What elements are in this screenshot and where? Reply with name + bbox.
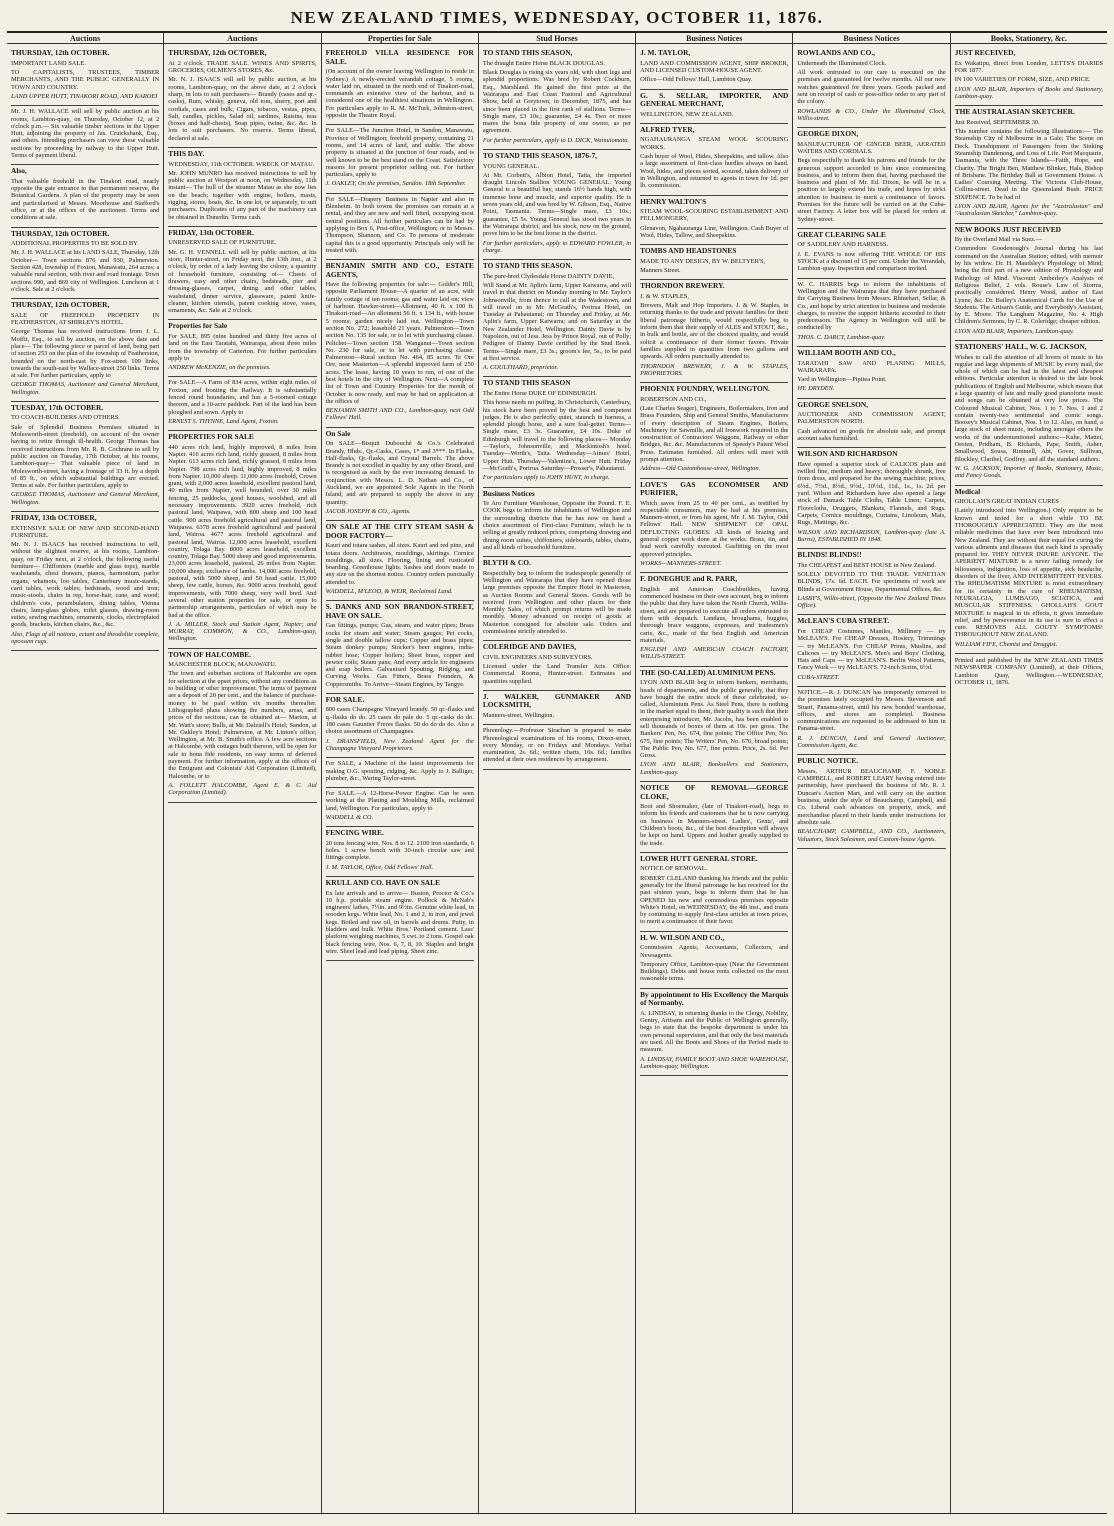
ad-body: ROBERT CLELAND thanking his friends and the public generally for the liberal patronage he has received for the past sixteen years, begs to inform them that he has OPENED his new and commodious premises opposite White's Hotel, on WEDNESDAY, the 4th inst., and trusts by continuing to supply first-class articles at town prices, to merit a continuance of their favor.	[640, 874, 789, 926]
ad-title: GEORGE DIXON,	[797, 129, 859, 139]
ad-title: THIS DAY.	[168, 149, 205, 159]
ad-signature: R. J. DUNCAN, Land and General Auctioneer, Commission Agent, &c.	[797, 734, 946, 750]
ad-body: For SALE—The Junction Hotel, in Sandon, Manawatu, Province of Wellington; freehold property, containing 21 rooms, and 14 acres of land, and stable. The above property is situated at the junction of four roads, and is well known to be the best stand on the Coast. Satisfactory reasons for present proprietor selling out. For further particulars, apply to	[325, 127, 474, 179]
ad-title: J. WALKER, GUNMAKER AND LOCKSMITH,	[482, 691, 632, 710]
advertisement	[640, 853, 788, 932]
masthead-title: NEW ZEALAND TIMES, WEDNESDAY, OCTOBER 11, 1876.	[290, 8, 824, 27]
ad-title: PROPERTIES FOR SALE	[168, 432, 254, 442]
advertisement	[11, 299, 159, 402]
advertisement	[11, 47, 159, 106]
ad-signature: A. LINDSAY, FAMILY BOOT AND SHOE WAREHOUSE, Lambton-quay, Wellington.	[640, 1055, 789, 1070]
ad-title: BLINDS! BLINDS!!	[797, 550, 862, 560]
advertisement	[640, 280, 788, 383]
ad-signature: LYON AND BLAIR, Agents for the "Australasian" and "Australasian Sketcher," Lambton-quay.	[954, 203, 1103, 218]
advertisement	[483, 641, 631, 691]
ad-signature: For further particulars, apply to D. DICK, Wainuiomata.	[482, 136, 630, 144]
ad-body: This number contains the following Illustrations:— The Steamship City of Melbourne in a Gale; The Scene on Deck. Transhipment of Passengers from the Sinking Steamship Dandenong, and Loss of Life. Port Macquarie, Tasmania, with the Three Islands—Faith, Hope, and Charity. The Bright Ben, Matthew Blinker, Hals, Bishop of Brisbane. The Birthday Ball at Government House. A Ladies' Coursing Meeting. The Victoria Club-House, Collins-street. Dead in the Queensland Bush. PRICE SIXPENCE. To be had of	[954, 128, 1103, 201]
advertisement	[326, 260, 474, 428]
ad-title: ON SALE AT THE CITY STEAM SASH & DOOR FACTORY—	[325, 522, 474, 540]
ad-subtitle: CIVIL ENGINEERS AND SURVEYORS.	[482, 653, 593, 661]
ad-subtitle: WELLINGTON, NEW ZEALAND.	[640, 110, 734, 118]
column-6	[793, 33, 950, 1513]
ad-title: Properties for Sale	[168, 321, 228, 331]
ad-body: Cash advanced on goods for absolute sale, and prompt account sales furnished.	[797, 427, 946, 443]
ad-body: Te Aro Furniture Warehouse, Opposite the Pound. F. E. COOK begs to inform the inhabitants of Wellington and the surrounding districts that he has now on hand a choice assortment of First-class Furniture, which he is selling at greatly reduced prices, comprising drawing and dining room suites, chiffoniers, sideboards, tables, chairs, and all kinds of household furniture.	[482, 500, 632, 551]
ad-title: McLEAN'S CUBA STREET.	[797, 616, 890, 626]
ad-signature: A. FOLLETT HALCOMBE, Agent E. & C. Aid Corporation (Limited).	[168, 781, 317, 797]
ad-title: TOMBS AND HEADSTONES	[640, 246, 737, 256]
advertisement	[640, 90, 788, 124]
advertisement	[797, 229, 945, 279]
advertisement	[483, 725, 631, 769]
ad-body: Have opened a superior stock of CALICOS plain and twilled fine, medium and heavy; thoroughly shrunk, free from dress, and prepared for the sewing machine; prices, 6½d., 7½d., 8½d., 9½d., 10½d., 11d., 1s., 1s. 2d. per yard. Wilson and Richardson have also opened a large stock of Damask Table Cloths, Table Linen; Carpets, Floorcloths, Druggets, Blankets, Flannels, and Rugs. Carpets, Cornice mouldings, Curtains, Linoleum, Mats, Rugs, Mattings, &c.	[797, 460, 946, 527]
ad-subtitle: By the Overland Mail via Suez.—	[954, 236, 1043, 244]
ad-title: Also,	[11, 166, 27, 176]
advertisement	[326, 788, 474, 827]
advertisement	[955, 341, 1103, 486]
ad-signature: JACOB JOSEPH & CO., Agents.	[325, 507, 411, 515]
ad-signature: WORKS—MANNERS-STREET.	[640, 559, 722, 567]
ad-title: FENCING WIRE.	[325, 828, 384, 838]
ad-subtitle: ADDITIONAL PROPERTIES TO BE SOLD BY	[11, 240, 138, 248]
ad-title: LOVE'S GAS ECONOMISER AND PURIFIER,	[640, 479, 789, 498]
ad-subtitle: NGAHAURANGA STEAM WOOL SCOURING WORKS.	[640, 136, 789, 151]
ad-signature: LAND UPPER HUTT, TINAKORI ROAD, AND KAROEI	[11, 92, 158, 100]
ad-title: PHOENIX FOUNDRY, WELLINGTON.	[640, 384, 770, 394]
ad-body: George Thomas has received instructions from J. L. Moffit, Esq., to sell by auction, on the above date and place— The following piece or parcel of land, being part of section 253 on the plan of the township of Featherston, bounded on the north-east by Fox-street 100 links, towards the south-east by Wallace-street 250 links. Terms at sale. For further particulars, apply to	[11, 328, 160, 380]
ad-subtitle: MANCHESTER BLOCK, MANAWATU.	[168, 661, 277, 669]
ad-signature: BENJAMIN SMITH AND CO., Lambton-quay, next Odd Fellows' Hall.	[325, 407, 474, 422]
ad-title: TO STAND THIS SEASON	[482, 378, 571, 388]
advertisement	[168, 377, 316, 431]
ad-body: Messrs. ARTHUR BEAUCHAMP, F. NOBLE CAMPBELL, and ROBERT LEARY having entered into partnership, have purchased the business of Mr. R. J. Duncan's Auction Mart, and will carry on the auction business, under the style of Beauchamp, Campbell, and Co. Liberal cash advances on property, stock, and merchandise placed in their hands under instructions for absolute sale.	[797, 767, 946, 826]
ad-body: At Mr. Corbett's, Albion Hotel, Taita, the imported draught Lincoln Stallion YOUNG GENERAL. Young General is a beautiful bay, stands 16½ hands high, with immense bone and muscle, and superior quality. He is seven years old, and was bred by W. Gibson, Esq., Native Point, Tasmania. Terms—Single mare, £3 10s.; guarantee, £5 5s. Young General has stood two years in the Wairarapa district, and his stock, now on the ground, prove him to be the best horse in the district.	[482, 171, 632, 238]
ad-title: TUESDAY, 17th OCTOBER.	[11, 402, 104, 412]
ad-title: LOWER HUTT GENERAL STORE.	[640, 853, 758, 863]
ad-signature: ERNEST S. THYNNE, Land Agent, Foxton.	[168, 417, 279, 425]
ad-signature: GEORGE THOMAS, Auctioneer and General Merchant, Wellington.	[11, 491, 160, 506]
ad-subtitle: NOTICE OF REMOVAL.	[640, 865, 708, 873]
ad-subtitle: The CHEAPEST and BEST HOUSE in New Zealand.	[797, 561, 936, 569]
ad-body: Mr. G. H. VENNELL will sell by public auction, at his store, Hunter-street, on Friday next, the 13th inst., at 2 o'clock, by order of a lady leaving the colony, a quantity of household furniture, consisting of— Chests of drawers, easy and other chairs, bedsteads, pier and dressing-glasses, carpet, dining and other tables, washstand, dinner service, glassware, patent knife-cleaner, kitchen utensils, patent cooking stove, vases, ornaments, &c. Sale at 2 o'clock.	[168, 248, 317, 315]
ad-title: FOR SALE.	[325, 694, 365, 704]
ad-title: NOTICE OF REMOVAL—GEORGE CLOKE,	[640, 783, 789, 801]
advertisement	[640, 196, 788, 246]
ad-body: IN 100 VARIETIES OF FORM, SIZE, AND PRICE.	[954, 76, 1091, 84]
ad-title: BENJAMIN SMITH AND CO., ESTATE AGENTS,	[325, 261, 474, 279]
ad-body: For SALE, 895 (nine hundred and thirty five acres of land on the East Taratahi, Wairarapa, about three miles from the township of Carterton. For further particulars apply to	[168, 332, 317, 362]
ad-signature: WILLIAM FIFE, Chemist and Druggist.	[954, 640, 1058, 648]
ad-title: G. S. SELLAR, IMPORTER, AND GENERAL MERCHANT,	[640, 90, 789, 109]
ad-signature: J. A. MILLER, Stock and Station Agent, Napier; and MURRAY, COMMON, & CO., Lambton-quay, Wellington.	[168, 620, 317, 643]
ad-subtitle: AUCTIONEER AND COMMISSION AGENT, PALMERSTON NORTH.	[797, 411, 946, 426]
ad-body: For SALE—A Farm of 834 acres, within eight miles of Foxton, and fronting the Railway. It is substantially fenced round boundaries, and has a 5-roomed cottage thereon, and a 10-acre paddock. Part of the land has been ploughed and sown. Apply to	[168, 379, 317, 416]
column-1	[7, 33, 164, 1513]
ad-body: Licensed under the Land Transfer Acts. Office: Commercial Rooms, Hunter-street. Estimates and quantities supplied.	[482, 663, 632, 685]
ad-title: FRIDAY, 13th OCTOBER,	[11, 513, 97, 523]
ad-signature: LYON AND BLAIR, Booksellers and Stationers, Lambton-quay.	[640, 761, 789, 776]
ad-title: GEORGE SNELSON,	[797, 399, 869, 409]
ad-subtitle: The draught Entire Horse BLACK DOUGLAS.	[482, 59, 605, 67]
ad-signature: THOS. C. DARCY, Lambton-quay.	[797, 333, 886, 341]
advertisement	[326, 601, 474, 694]
advertisement	[168, 649, 316, 803]
advertisement	[326, 694, 474, 758]
ad-body: Yard in Wellington—Pipitea Point.	[797, 376, 887, 384]
advertisement	[955, 224, 1103, 341]
ad-subtitle: Just Received, SEPTEMBER 30.	[954, 118, 1040, 126]
ad-signature: BEAUCHAMP, CAMPBELL, AND CO., Auctioneers, Valuators, Stock Salesmen, and Custom-house Agents.	[797, 828, 946, 843]
column-header: Auctions	[164, 35, 320, 44]
advertisement	[797, 448, 945, 549]
ad-body: Have the following properties for sale:— Golder's Hill, opposite Parliament House—A quarter of an acre, with family cottage of ten rooms; gas and water laid on; view of harbour. Hawker-street—Allotment, 40 ft. x 100 ft. Tinakori-road—An allotment 56 ft. x 134 ft., with house 5 rooms; garden nicely laid out. Wellington—Town section No. 272; leasehold 21 years. Palmerston—Town section No. 135 for sale, or to let with purchasing clause. Pelichet—Town section 158. Wanganui—Town section No. 230 for sale, or to let with purchasing clause. Palmerston—Rural section No. 464, 85 acres. Te Ore Ore, near Masterton—A splendid improved farm of 250 acres. The lease, having 10 years to run, of one of the best hotels in the city of Wellington. Next—A complete list of Town and Country Properties for the month of October is now ready, and may be had on application at the offices of	[325, 281, 474, 405]
advertisement	[797, 128, 945, 229]
ad-title: WILLIAM BOOTH AND CO.,	[797, 348, 896, 357]
ad-title: COLERIDGE AND DAVIES,	[482, 642, 577, 652]
ad-body: Temporary Office, Lambton-quay (Near the Government Buildings). Debts and house rents collected on the most reasonable terms.	[640, 960, 789, 983]
ad-body: This horse needs no puffing. In Christchurch, Canterbury, his stock have been proved by the best and competent judges. He is also perfectly quiet, staunch in harness, a splendid plough horse, and a sure foal-getter. Terms—Single mare, £3 3s. Guarantee, £4 10s. Duke of Edinburgh will travel to the following places— Monday—Taylor's, Johnsonville, and Mackintosh's hotel. Tuesday—Worth's, Taita. Wednesday—Aimes' Hotel, Upper Hutt. Thursday—Valentine's, Lower Hutt. Friday—McGrath's, Porirua. Saturday—Prosser's, Pahautanui.	[482, 399, 632, 472]
advertisement	[326, 428, 474, 521]
ad-subtitle: The pure-bred Clydesdale Horse DAINTY DAVIE,	[482, 272, 615, 280]
column-header: Business Notices	[793, 35, 949, 44]
ad-subtitle: Ex Wakatipu, direct from London, LETTS'S DIARIES FOR 1877.	[954, 59, 1103, 75]
ad-signature: J. M. TAYLOR, Office, Odd Fellows' Hall.	[325, 863, 434, 871]
ad-body: That valuable freehold in the Tinakori road, nearly opposite the gate entrance to that permanent reserve, the Botanical Gardens. A plan of the property may be seen and particularised at Messrs. Moorhouse and Stafford's office, or at the offices of the auctioneer. Terms and conditions at sale.	[11, 177, 160, 222]
advertisement	[955, 486, 1103, 654]
advertisement	[11, 402, 159, 512]
ad-title: J. M. TAYLOR,	[640, 48, 691, 58]
ad-body: Black Douglas is rising six years old, with short legs and splendid proportions. Was bred by Robert Cockburn, Esq., Marshland. He gained the first prize at the Wairarapa and East Coast Pastoral and Agricultural Show, held at Greytown, in December, 1875, and has since been placed in the first rank of stallions. Terms—Single mare, £3 10s.; guarantee, £4 4s. Two or more mares the bona fide property of one owner, as per agreement.	[482, 69, 632, 135]
advertisement	[326, 47, 474, 125]
ad-title: TO STAND THIS SEASON, 1876-7,	[482, 151, 598, 161]
advertisement	[168, 320, 316, 377]
ad-title: TOWN OF HALCOMBE.	[168, 649, 252, 659]
ad-signature: W. G. JACKSON, Importer of Books, Stationery, Music, and Fancy Goods.	[954, 464, 1103, 480]
ad-subtitle: MADE TO ANY DESIGN, BY W. BELTYER'S,	[640, 257, 766, 265]
ad-body: 20 tons fencing wire, Nos. 8 to 12. 2100 iron standards, 6 holes. 1 screw bench with 30-inch circular saw and fittings complete.	[325, 839, 474, 862]
ad-body: Manners Street.	[640, 267, 681, 275]
ad-body: (Late Charles Seager), Engineers, Boilermakers, Iron and Brass Founders, Ship and General Smiths, Manufacturers of every description of Steam Engines, Boilers, Machinery for Sawmills, and all Ironwork required in the construction of Contractors' Waggons, Railway or other Bridges, &c. &c. Manufacturers of Speedy's Patent Wool Press. Estimates furnished. All orders will meet with prompt attention.	[640, 404, 789, 463]
ad-body: English and American Coachbuilders, having commenced business on their own account, beg to inform the public that they have taken the North Church, Willis-street, and are prepared to execute all orders entrusted to them with despatch. Landaus, broughams, buggies, thorough brace waggons, expresses, and tradesmen's carts, &c., made of the best English and American materials.	[640, 585, 789, 644]
ad-body: (Lately introduced into Wellington.) Only require to be known and tested for a short while TO BE THOROUGHLY APPRECIATED. They are the most reliable medicines that have ever been introduced into New Zealand. They are without their equal for curing the various ailments and diseases that each kind is specially prepared for. THEY NEVER INJURE ANYONE. The APERIENT MIXTURE is a never failing remedy for biliousness, indigestion, loss of appetite, sick headache, disorders of the liver, AND INTERMITTENT FEVERS. The RHEUMATISM MIXTURE is most extraordinary for its certainty in the cure of RHEUMATISM, NEURALGIA, LUMBAGO, SCIATICA, and MUSCULAR STIFFNESS. GHOLLAH'S GOUT MIXTURE is magical in its effects, it gives immediate relief, and by perseverance in its use is sure to effect a cure. REMOVES ALL GOUTY SYMPTOMS! THROUGHOUT NEW ZEALAND.	[954, 507, 1103, 639]
ad-title: PUBLIC NOTICE.	[797, 756, 859, 766]
ad-subtitle: LAND AND COMMISSION AGENT, SHIP BROKER, AND LICENSED CUSTOM-HOUSE AGENT.	[640, 59, 789, 75]
ad-signature: GEORGE THOMAS, Auctioneer and General Merchant, Wellington.	[11, 381, 160, 396]
ad-body: Begs respectfully to thank his patrons and friends for the generous support accorded to him since commencing business, and to inform them that, having purchased the business and plant of Mr. Ed. Dixon, he will be in a position to largely extend his trade, and hopes by strict attention to business to merit a continuance of favors. Premises for the future will be carried on at the Cuba-street Factory. A letter box will be placed for orders at Sydney-street.	[797, 157, 946, 223]
ad-title: THORNDON BREWERY.	[640, 281, 725, 291]
advertisement	[168, 431, 316, 649]
ad-signature: ROWLANDS & CO., Under the Illuminated Clock, Willis-street.	[797, 107, 946, 122]
column-3	[322, 33, 479, 1513]
newspaper-page	[7, 6, 1107, 1514]
ad-body: Phrenology.—Professor Strachan is prepared to make Phrenological examinations of his rooms, Dixon-street, every Monday, or on Fridays and Mondays. Verbal examination, 2s. 6d.; written charts, 10s. 6d.; families attended at their own residences by arrangement.	[482, 727, 632, 764]
ad-subtitle: IMPORTANT LAND SALE.	[11, 59, 86, 67]
ad-title: FREEHOLD VILLA RESIDENCE FOR SALE.	[325, 48, 474, 66]
ad-title: THURSDAY, 12th OCTOBER,	[168, 48, 267, 58]
advertisement	[640, 573, 788, 666]
ad-subtitle: The Entire Horse DUKE OF EDINBURGH.	[482, 389, 597, 397]
advertisement	[640, 667, 788, 782]
ad-signature: LYON AND BLAIR, Importers, Lambton-quay.	[954, 327, 1074, 335]
ad-signature: J. DRANSFIELD, New Zealand Agent for the Champagne Vineyard Proprietors.	[325, 737, 474, 752]
ad-title: BLYTH & CO.	[482, 558, 531, 568]
ad-signature: CUBA-STREET.	[797, 673, 840, 681]
advertisement	[168, 227, 316, 320]
ad-body: For SALE.—A 12-Horse-Power Engine. Can be seen working at the Planing and Moulding Mills, reclaimed land, Wellington. For particulars, apply to	[325, 790, 474, 812]
column-4	[479, 33, 636, 1513]
advertisement	[955, 47, 1103, 106]
advertisement	[797, 615, 945, 687]
ad-signature: LYON AND BLAIR, Importers of Books and Stationery, Lambton-quay.	[954, 85, 1103, 100]
advertisement	[797, 279, 945, 347]
ad-body: Will Stand at Mr. Aplin's farm, Upper Kaiwarra, and will travel in that district on Monday morning to Mr. Taylor's Johnsonville, from thence to call at the Wadestown, and will travel on to Mr. McGrath's, Porirua Hotel, on Tuesday at Pahautanui; on Thursday and Friday, at Mr. Aplin's farm, Upper Kaiwarra; and on Saturday at the New Zealander Hotel, Wellington. Dainty Davie is by Napoleon, out of Jess. Jess by Prince Royal, out of Polly; Pedigree of Dainty Davie certified by the Stud Book. Terms—Single mare, £3 3s.; groom's fee, 5s., to be paid at first service.	[482, 281, 632, 362]
ad-title: KRULL AND CO. HAVE ON SALE	[325, 878, 441, 888]
column-5	[636, 33, 793, 1513]
advertisement	[797, 687, 945, 755]
masthead	[7, 6, 1107, 33]
column-7	[951, 33, 1107, 1513]
advertisement	[640, 124, 788, 196]
ad-title: THE AUSTRALASIAN SKETCHER.	[954, 107, 1075, 117]
advertisement	[955, 106, 1103, 223]
ad-title: By appointment to His Excellency the Marquis of Normanby.	[640, 989, 789, 1008]
ad-subtitle: J. & W. STAPLES,	[640, 292, 689, 300]
ad-signature: A. COULTHARD, proprietor.	[482, 364, 558, 372]
advertisement	[326, 758, 474, 788]
ad-title: THURSDAY, 12th OCTOBER,	[11, 300, 110, 310]
ad-body: NOTICE.—R. J. DUNCAN has temporarily removed to the premises lately occupied by Messrs. Stevenson and Stuart, Panama-street, until his new bonded warehouse, offices, and stores are completed. Business communications are requested to be addressed to him in Panama-street.	[797, 689, 946, 733]
ad-title: Business Notices	[482, 488, 535, 498]
advertisement	[797, 347, 945, 399]
ad-title: THURSDAY, 12th OCTOBER.	[11, 228, 110, 238]
ad-title: TO STAND THIS SEASON,	[482, 48, 573, 58]
ad-title: NEW BOOKS JUST RECEIVED	[954, 224, 1061, 234]
ad-title: STATIONERS' HALL, W. G. JACKSON,	[954, 342, 1087, 351]
ad-title: THE (SO-CALLED) ALUMINIUM PENS.	[640, 667, 776, 677]
ad-signature: Address—Old Customhouse-street, Wellington.	[640, 465, 761, 473]
ad-signature: HY. DRYDEN.	[797, 385, 835, 393]
advertisement	[640, 47, 788, 89]
advertisement	[11, 512, 159, 651]
ad-signature: THORNDON BREWERY, J. & W. STAPLES, PROPRIETORS.	[640, 362, 789, 377]
ad-body: Commodore Goodenough's Journal during his last command on the Australian Station; edited, with memoir by his widow. Dr. H. Maudsley's Physiology of Mind; being the first part of a new edition of Physiology and Pathology of Mind. Viscount Amberley's Analysis of Religious Belief, 2 vols. Rouse's Law of Storms, practically considered. Henry Wood, author of East Lynne, &c. Dr. Bailey's Anatomical Cards for the Use of Students. The Artisan's Guide, and Everybody's Assistant, by E. Moore. The Langham Magazine, No. 4. High Children's Sermons, by C. R. Coleridge; cheaper edition.	[954, 245, 1103, 326]
ad-subtitle: EXTENSIVE SALE OF NEW AND SECOND-HAND FURNITURE.	[11, 524, 160, 539]
ad-body: SOLELY DEVOTED TO THE TRADE. VENETIAN BLINDS, 17s. 6d. EACH. For specimens of work see Blinds at Government House, Departmental Offices, &c.	[797, 570, 946, 593]
ad-body: 440 acres rich land, highly improved, 8 miles from Napier. 416 acres rich land, richly grassed, 8 miles from Napier. 613 acres rich land, richly grassed, 8 miles from Napier. 798 acres rich land, highly improved, 8 miles from Napier. 10,000 sheep. 11,000 acres freehold, Crown grant, with 2,000 acres leasehold, excellent pastoral land, 40 miles from Napier, well bounded, over 30 miles fencing, 25 paddocks, good houses, woolshed, and all necessary improvements. 3920 acres freehold, rich pastoral land, Waipawa, with 800 sheep and 100 head cattle. 900 acres freehold agricultural and pastoral land, Waipawa. 6378 acres freehold agricultural and pastoral land, Wairoa. 4677 acres freehold agricultural and pastoral land, Wairoa. 12,000 acres leasehold, excellent country, Tolaga Bay. 8000 acres leasehold, excellent country, Tolaga Bay. 5000 sheep and good improvements. 23,000 acres leasehold, pastoral, 26 miles from Napier. 10,000 sheep, exclusive of lambs. 14,000 acres freehold, pastoral, with 5000 sheep, and 50 head cattle. 15,000 sheep, few cattle, horses, &c. 9000 acres freehold, good improvements, with 7000 sheep, very well bred. And several other station properties for sale, or open to partnership arrangements, particulars of which may be had at the office.	[168, 443, 317, 619]
ad-body: The town and suburban sections of Halcombe are open for selection at the upset prices, without any conditions as to building or other improvement. The terms of payment are a deposit of 20 per cent., and the balance of purchase-money to be paid within six months thereafter. Lithographed plans showing the numbers, areas, and prices of the sections, can be obtained at— Marton, at Mr. Watt's store; Bulls, at Mr. Dalziell's Hotel; Sandon, at Mr. Oakley's Hotel; Palmerston, at Mr. Linton's office; Wellington, at Mr. B. Smith's office. A few acre sections at Halcombe, with cottages built thereon, will be open for sale to bona fide residents, on easy terms of deferred payment. For further information, apply at the offices of the Emigrant and Colonists' Aid Corporation (Limited), Halcombe, or to	[168, 670, 317, 780]
ad-body: Respectfully beg to inform the tradespeople generally of Wellington and Wairarapa that they have opened those large premises opposite the Empire Hotel in Masterton, as Auction Rooms and General Stores. Goods will be received from Wellington and other places for their Monthly Sales, of which prompt returns will be made monthly. Money advanced on receipt of goods at Masterton consigned for absolute sale. Orders and commissions strictly attended to.	[482, 569, 632, 635]
ad-title: JUST RECEIVED,	[954, 48, 1016, 58]
ad-body: Kauri and totara sashes, all sizes. Kauri and red pine, and totara doors. Architraves, mouldings, skirtings. Cornice mouldings, all sizes. Flooring, lining and rusticated boarding. Greenhouse lights. Sashes and doors made to any size on the shortest notice. Country orders punctually attended to.	[325, 542, 474, 586]
ad-title: ROWLANDS AND CO.,	[797, 48, 876, 58]
ad-subtitle: STEAM WOOL-SCOURING ESTABLISHMENT AND FELLMONGERY,	[640, 208, 789, 223]
ad-subtitle: WEDNESDAY, 11th OCTOBER. WRECK OF MATAU.	[168, 160, 315, 168]
column-2	[164, 33, 321, 1513]
ad-signature: LASBY'S, Willis-street, (Opposite the New Zealand Times Office).	[797, 594, 946, 610]
advertisement	[483, 260, 631, 377]
ad-body: J. E. EVANS is now offering THE WHOLE OF HIS STOCK at a discount of 15 per cent. Under the Verandah, Lambton-quay. Inspection and comparison invited.	[797, 250, 946, 273]
column-header: Books, Stationery, &c.	[951, 35, 1107, 44]
advertisement	[797, 47, 945, 128]
ad-subtitle: ROBERTSON AND CO.,	[640, 395, 707, 403]
ad-body: TO CAPITALISTS, TRUSTEES, TIMBER MERCHANTS, AND THE PUBLIC GENERALLY IN TOWN AND COUNTRY.	[11, 69, 160, 91]
advertisement	[797, 549, 945, 615]
ad-subtitle: OF SADDLERY AND HARNESS.	[797, 241, 889, 249]
ad-subtitle: TO COACH-BUILDERS AND OTHERS.	[11, 414, 120, 422]
advertisement	[326, 521, 474, 601]
advertisement	[326, 877, 474, 961]
imprint-footer: Printed and published by the NEW ZEALAND TIMES NEWSPAPER COMPANY (Limited), at their Offices, Lambton Quay, Wellington.—WEDNESDAY, OCTOBER 11, 1876.	[954, 656, 1103, 686]
ad-title: HENRY WALTON'S	[640, 196, 707, 206]
advertisement	[326, 194, 474, 260]
ad-body: Ex late arrivals and to arrive— Buston, Proctor & Co.'s 10 h.p. portable steam engine. Pollock & McNab's engineers' lathes, 7½in. and 9½in. Genuine white lead, in wooden kegs. White lead, No. 1 and 2, in iron, and jewel kegs. Boiled and raw oil, in barrels and drums. Putty, in bladders and bulk. White Bros.' Portland cement. Lass' platform weighing machines, 5 cwt. to 2 tons. Gospel oak black fencing wire, Nos. 6, 7, 8, 10. Staples and bright wire. Sheet lead and lead piping. Sheet zinc.	[325, 889, 474, 955]
ad-title: F. DONEGHUE and R. PARR,	[640, 574, 738, 584]
advertisement	[797, 755, 945, 848]
advertisement	[640, 989, 788, 1076]
ad-subtitle: TARATAHI SAW AND PLANING MILLS, WAIRARAPA.	[797, 359, 946, 374]
column-header: Business Notices	[636, 35, 792, 44]
ad-subtitle: YOUNG GENERAL.	[482, 162, 539, 170]
ad-body: On SALE—Bisquit Dubouché & Co.'s Celebrated Brandy, Hhds., Qr.-Casks, Cases, 1* and 3***. In Flasks, Half-flasks, Qr.-flasks, and Crystal Barrels. The above Brandy is not excelled in quality by any other Brand, and is recognised as such by the ever increasing demand. In conjunction with Messrs. L. D. Nathan and Co., of Auckland, we are appointed Sole Agents in the North Island, and are prepared to supply the above in any quantity.	[325, 440, 474, 506]
ad-body: Wishes to call the attention of all lovers of music to his regular and large shipments of MUSIC by every mail, the whole of which can be had in the latest and cheapest editions. Particular attention is desired to the late book publications of English and Melbourne, which means that a large quantity of late and really good pianoforte music and songs can be obtained at very low prices. The Coloured Musical Cabinet, Nos. 1 to 7. Nos. 1 and 2 contain twenty-two sentimental and comic songs. Boosey's Musical Cabinet, Nos. 1 to 12. Also, on hand, a large stock of sheet music, including amongst others the works of the undermentioned authors:—Kuhe, Mattei, Oesten, Pridham, B. Richards, Pape, Smith, Asher, Smallwood, Sousa, Rimmell, Abt, Gover, Sullivan, Blockley, Claribel, Godfrey, and all the standard authors.	[954, 353, 1103, 463]
advertisement	[640, 245, 788, 280]
ad-subtitle: Underneath the Illuminated Clock.	[797, 59, 887, 67]
ad-signature: Also, Flags of all nations, ectant and theodolite complete, opossum rugs.	[11, 630, 160, 645]
ad-body: LYON AND BLAIR beg to inform bankers, merchants, heads of departments, and the public generally, that they have bought the entire stock of these celebrated, so-called, Aluminium Pens. As Steel Pens, there is nothing in the market equal to them, their quality is such that their enterprising introducer, Mr. Jacobs, has been enabled to sell thousands of boxes of them at 10s. per gross. The Bankers' Pen, No. 674, fine points; The Office Pen, No. 675, fine points; The Writers' Pen, No. 676, broad points; The Public Pen, No. 677, fine points. Price, 2s. 6d. Per Gross.	[640, 679, 789, 760]
ad-body: Mr. J. H. WALLACE will sell by public auction at his rooms, Lambton-quay, on Thursday, October 12, at 2 o'clock p.m.— Six valuable timber sections in the Upper Hutt, adjoining the property of Jas. Cruickshank, Esq., and others. Intending purchasers can view these valuable sections by proceeding by railway to the Upper Hutt. Terms of payment liberal.	[11, 108, 160, 160]
advertisement	[483, 377, 631, 487]
advertisement	[326, 827, 474, 877]
ad-body: Brewers, Malt and Hop Importers. J. & W. Staples, in returning thanks to the trade and private families for their liberal patronage hitherto, would respectfully beg to inform them that their supply of ALES and STOUT, &c., in bulk and bottle, are of the choicest quality, and would solicit a continuance of their former favors. Private families supplied in quantities from two gallons and upwards. All orders punctually attended to.	[640, 302, 789, 361]
ad-signature: ENGLISH AND AMERICAN COACH FACTORY, WILLIS-STREET.	[640, 646, 789, 661]
ad-body: A. LINDSAY, in returning thanks to the Clergy, Nobility, Gentry, Artisans and the Public of Wellington generally, begs to state that the bespoke department is under his own personal supervision, and that only the best materials are used. All the Boots and Shoes of the Period made to measure.	[640, 1009, 789, 1054]
advertisement	[168, 148, 316, 227]
advertisement	[483, 47, 631, 150]
advertisement	[640, 479, 788, 574]
advertisement	[483, 691, 631, 725]
ad-body: Gas fittings, pumps; Gas, steam, and water pipes; Brass cocks for steam and water; Steam gauges; Pet cocks, single and double tallow cups; Copper and brass pipes; Steam donkey pumps; Stocker's beer engines, india-rubber hose; Copper boilers; Sheet brass, copper and pewter coils; Steam pans; And every article for engineers and soap boilers. Galvanised Spouting, Ridging, and Curving Works. Gas Fitters, Brass Founders, & Coppersmiths. To Arrive—Steam Engines, by Tangye.	[325, 622, 474, 688]
ad-body: (On account of the owner leaving Wellington to reside in Sydney.) A newly-erected verandah cottage, 5 rooms, water laid on, situated in the north end of Tinakori-road, commands an extensive view of the harbour, and is considered one of the healthiest situations in Wellington. For particulars apply to R. M. McTurk, Johnston-street, opposite the Theatre Royal.	[325, 68, 474, 120]
ad-body: All work entrusted to our care is executed on the premises and guaranteed for twelve months. All our new watches guaranteed for three years. Goods packed and sent on receipt of cash or post-office order to any part of the colony.	[797, 69, 946, 106]
ad-body: For CHEAP Costumes, Mantles, Millinery — try McLEAN'S. For CHEAP Dresses, Hosiery, Trimmings — try McLEAN'S. For CHEAP Prints, Muslins, and Calicoes — try McLEAN'S. Men's and Boys' Clothing, Hats and Caps — try McLEAN'S. Berlin Wool Patterns, Fancy Work — try McLEAN'S. 72-inch Scrim, 6½d.	[797, 627, 946, 672]
ad-subtitle: MANUFACTURER OF GINGER BEER, AERATED WATERS AND CORDIALS.	[797, 140, 946, 155]
ad-body: W. C. HARRIS begs to inform the inhabitants of Wellington and the Wairarapa that they have purchased the Carrying Business from Messrs. Rhinehart, Sellar, & Co., and hope by strict attention to business and moderate charges, to receive the support hitherto accorded to their predecessors. The Agency in Wellington will still be conducted by	[797, 280, 946, 332]
ad-title: S. DANKS AND SON BRANDON-STREET, HAVE ON SALE.	[325, 602, 474, 620]
advertisement	[483, 488, 631, 558]
ad-body: Mr. N. J. ISAACS will sell by public auction, at his rooms, Lambton-quay, on the above date, at 2 o'clock sharp, in lots to suit purchasers— Brandy (cases and qr.-casks), Rum, whisky, geneva, old tom, sherry, port and cordials, cases and bulk; Cigars, tobacco, vestas, pipes, Salt, candles, pickles, Salad oil, sardines, Raisins, teas (boxes and half-chests), Soap pipes, twine, &c. &c. In lots to suit purchasers. No reserve. Terms liberal, declared at sale.	[168, 76, 317, 142]
ad-title: THURSDAY, 12th OCTOBER.	[11, 48, 110, 58]
advertisement	[640, 782, 788, 853]
ad-subtitle: Commission Agents, Accountants, Collectors, and Newsagents.	[640, 944, 789, 959]
ad-subtitle: SALE OF FREEHOLD PROPERTY IN FEATHERSTON, AT SHIRLEY'S HOTEL.	[11, 311, 160, 327]
ad-body: Mr. J. H. WALLACE at his LAND SALE, Thursday, 12th October— Town sections 876 and 930, Palmerston. Section 428, township of Foxton, Manawatu, 264 acres; a valuable rural section, with river and road frontage. Town sections 990, and 869 city of Wellington. Luncheon at 1 o'clock. Sale at 2 o'clock.	[11, 249, 160, 293]
ad-subtitle: Manners-street, Wellington.	[482, 711, 555, 719]
ad-subtitle: GHOLLAH'S GREAT INDIAN CURES	[954, 498, 1059, 506]
ad-title: TO STAND THIS SEASON.	[482, 261, 573, 271]
ad-body: Boot and Shoemaker, (late of Tinakori-road), begs to inform his friends and customers that he is now carrying on business in Manners-street. Ladies', Gents', and Children's boots, &c., of the best description will always be kept on hand. Uppers and leather greatly supplied to the trade.	[640, 803, 789, 847]
ad-signature: For further particulars, apply to EDWARD FOWLER, in charge.	[482, 239, 632, 254]
column-header: Properties for Sale	[322, 35, 478, 44]
ad-title: GREAT CLEARING SALE	[797, 229, 886, 239]
ad-signature: For particulars apply to JOHN HUNT, in charge.	[482, 474, 610, 482]
advertisement	[640, 932, 788, 989]
columns-container	[7, 33, 1107, 1514]
ad-signature: J. OAKLEY, On the premises, Sandon. 18th September.	[325, 180, 466, 188]
ad-body: Glenavon, Ngahauranga Line, Wellington. Cash Buyer of Wool, Hides, Tallow, and Sheepskins.	[640, 224, 789, 239]
column-header: Auctions	[7, 35, 163, 44]
column-header: Stud Horses	[479, 35, 635, 44]
advertisement	[11, 106, 159, 165]
advertisement	[797, 399, 945, 449]
ad-body: Office—Odd Fellows' Hall, Lambton Quay.	[640, 76, 753, 84]
ad-body: Sale of Splendid Business Premises situated in Molesworth-street (freehold), on account of the owner having to retire through ill-health. George Thomas has received instructions from Mr. R. B. Cochrane to sell by public auction on Tuesday, 17th October, at his rooms, Lambton-quay— That valuable piece of land in Molesworth-street, having a frontage of 33 ft. by a depth of 85 ft., on which substantial buildings are erected. Terms at sale. For further particulars, apply to	[11, 423, 160, 490]
ad-title: ALFRED TYER,	[640, 124, 695, 134]
advertisement	[11, 165, 159, 227]
ad-signature: WADDELL, M'LEOD, & WEIR, Reclaimed Land.	[325, 588, 453, 596]
ad-body: Mr. JOHN MUNRO has received instructions to sell by public auction at Westport at noon, on Wednesday, 11th instant— The hull of the steamer Matau as she now lies on the beach; together with engine, boilers, masts, rigging, stores, boats, &c. In one lot, or separately, to suit purchasers. Duplicates of any part of the machinery can be obtained in Dunedin. Terms cash.	[168, 169, 317, 221]
ad-title: WILSON AND RICHARDSON	[797, 449, 898, 459]
advertisement	[483, 557, 631, 641]
advertisement	[326, 125, 474, 193]
ad-title: FRIDAY, 13th OCTOBER.	[168, 227, 254, 237]
ad-signature: ANDREW McKENZIE, on the premises.	[168, 364, 271, 372]
ad-title: Medical	[954, 486, 981, 496]
ad-title: H. W. WILSON AND CO.,	[640, 932, 725, 942]
advertisement	[11, 228, 159, 300]
ad-body: 800 cases Champagne Vineyard brandy. 50 qr.-flasks and q.-flasks do do. 25 cases do pale do. 5 qr.-casks do do. 180 cases Gauntier Freres flasks. 50 do do do do. Also a choice assortment of Champagnes.	[325, 706, 474, 736]
ad-title: On Sale	[325, 428, 351, 438]
ad-body: Cash buyer of Wool, Hides, Sheepskins, and tallow. Also a large assortment of first-class hurdles always on hand. Wool, hides, and pieces sorted, scoured, taken delivery of in Wellington, and returned to agents in town for 1d. per lb. commission.	[640, 153, 789, 190]
advertisement	[483, 150, 631, 260]
ad-body: Which saves from 25 to 40 per cent., as testified by respectable consumers, may be had at his premises, Manners-street, or from his agent, Mr. J. M. Taylor, Odd Fellows' Hall. NEW SHIPMENT OF OPAL DEFLECTING GLOBES. All kinds of brazing and general copper work done at the works. Brass, tin, and lead work carefully executed. Gasfitting on the most approved principles.	[640, 499, 789, 558]
ad-subtitle: At 2 o'clock. TRADE SALE. WINES AND SPIRITS, GROCERIES, OILMEN'S STORES, &c.	[168, 59, 317, 75]
advertisement	[640, 383, 788, 478]
advertisement	[168, 47, 316, 148]
ad-signature: WILSON AND RICHARDSON, Lambton-quay (late A. Burns), ESTABLISHED IN 1848.	[797, 528, 946, 543]
ad-signature: WADDELL & CO.	[325, 814, 374, 822]
ad-subtitle: UNRESERVED SALE OF FURNITURE.	[168, 239, 277, 247]
ad-body: For SALE, a Machine of the latest improvements for making O.G. spouting, ridging, &c. Apply to J. Balliger, plumber, &c., Waring Taylor-street.	[325, 760, 474, 782]
ad-body: Mr. N. J. ISAACS has received instructions to sell, without the slightest reserve, at his rooms, Lambton-quay, on Friday next, at 2 o'clock, the following useful furniture— Chiffoniers (marble and glass tops), marble washstands, chest drawers, pianos, harmonium, parlor organs, whatnots, loo tables, Canterbury music-stands, card tables, work tables; bedsteads, wood and iron; music-stools, chairs in rep, horse-hair, cane, and wood; children's cots, perambulators, dining tables, Vienna chairs, lamp-glass globes, toilet glasses, drawing-room suites, sewing machines, ornaments, clocks, electroplated goods, brackets, kitchen chairs, &c., &c.	[11, 541, 160, 629]
ad-body: For SALE—Drapery Business in Napier and also in Blenheim. In both towns the premises can remain at a rental, and they are new and well fitted, occupying most central positions. All further particulars can be had by applying to Box 6, Post-office, Wellington; or to Messrs. Thompson, Shannon, and Co. To persons of moderate capital this is a good opportunity. Principals only will be treated with.	[325, 195, 474, 254]
